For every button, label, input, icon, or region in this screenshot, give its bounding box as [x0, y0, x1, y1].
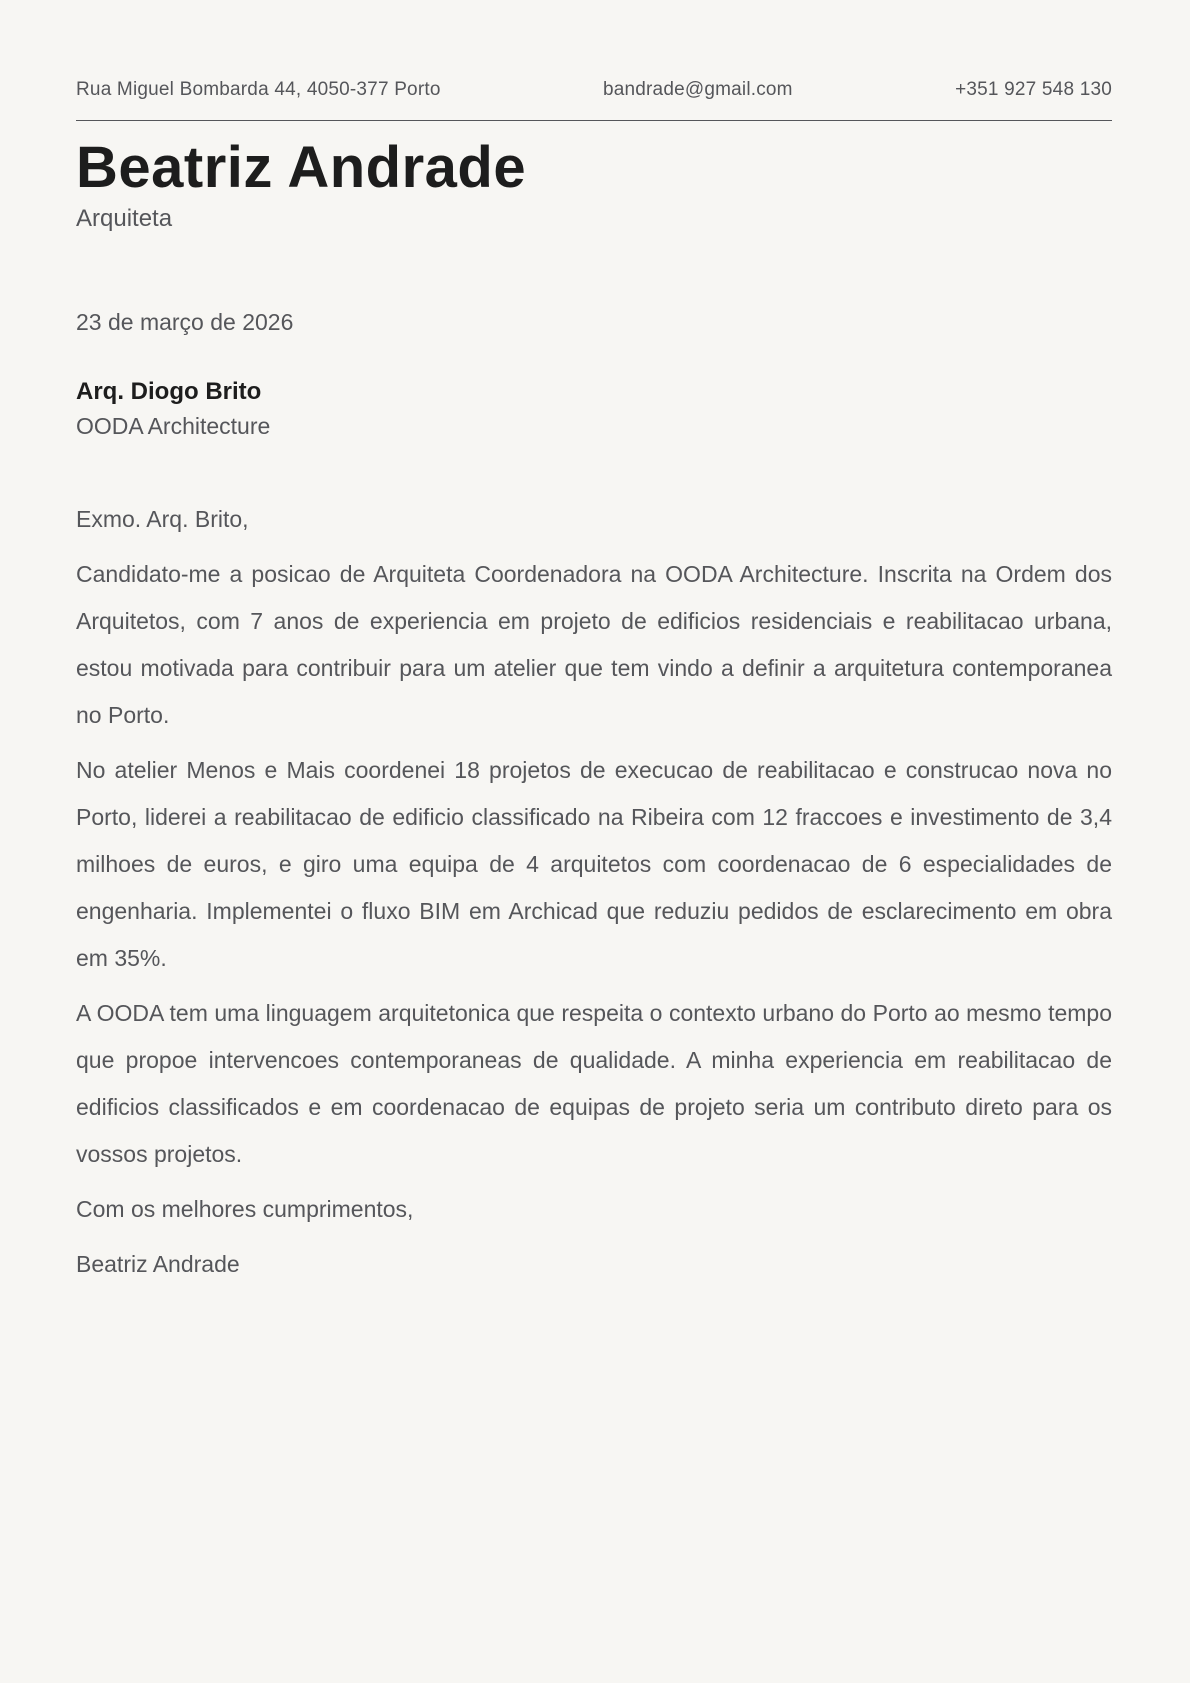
closing-line: Com os melhores cumprimentos,: [76, 1196, 414, 1222]
letter-body: [76, 496, 1112, 1288]
recipient-name: Arq. Diogo Brito: [76, 378, 262, 405]
salutation: Exmo. Arq. Brito,: [76, 506, 249, 532]
body-paragraph-1: Candidato-me a posicao de Arquiteta Coordenadora na OODA Architecture. Inscrita na Ordem dos Arquitetos, com 7 anos de experiencia em projeto de edificios residenciais e reabilitacao urbana, estou motivada para contribuir para um atelier que tem vindo a definir a arquitetura contemporanea no Porto.: [76, 561, 1112, 728]
contact-row: [76, 78, 1112, 102]
job-title: Arquiteta: [76, 205, 173, 232]
contact-email: bandrade@gmail.com: [602, 79, 793, 100]
body-paragraph-2: No atelier Menos e Mais coordenei 18 projetos de execucao de reabilitacao e construcao nova no Porto, liderei a reabilitacao de edificio classificado na Ribeira com 12 fraccoes e investimento de 3,4 milhoes de euros, e giro uma equipa de 4 arquitetos com coordenacao de 6 especialidades de engenharia. Implementei o fluxo BIM em Archicad que reduziu pedidos de esclarecimento em obra em 35%.: [76, 757, 1112, 971]
page-title: Beatriz Andrade: [76, 135, 527, 200]
letter-date: 23 de março de 2026: [76, 309, 294, 335]
header-divider: [76, 120, 1112, 121]
body-paragraph-3: A OODA tem uma linguagem arquitetonica que respeita o contexto urbano do Porto ao mesmo tempo que propoe intervencoes contemporaneas de qualidade. A minha experiencia em reabilitacao de edificios classificados e em coordenacao de equipas de projeto seria um contributo direto para os vossos projetos.: [76, 1000, 1112, 1167]
recipient-block: [76, 372, 1112, 440]
contact-address: Rua Miguel Bombarda 44, 4050-377 Porto: [76, 79, 441, 100]
signature-name: Beatriz Andrade: [76, 1251, 240, 1277]
contact-phone: +351 927 548 130: [955, 79, 1112, 100]
recipient-company: OODA Architecture: [76, 413, 271, 439]
